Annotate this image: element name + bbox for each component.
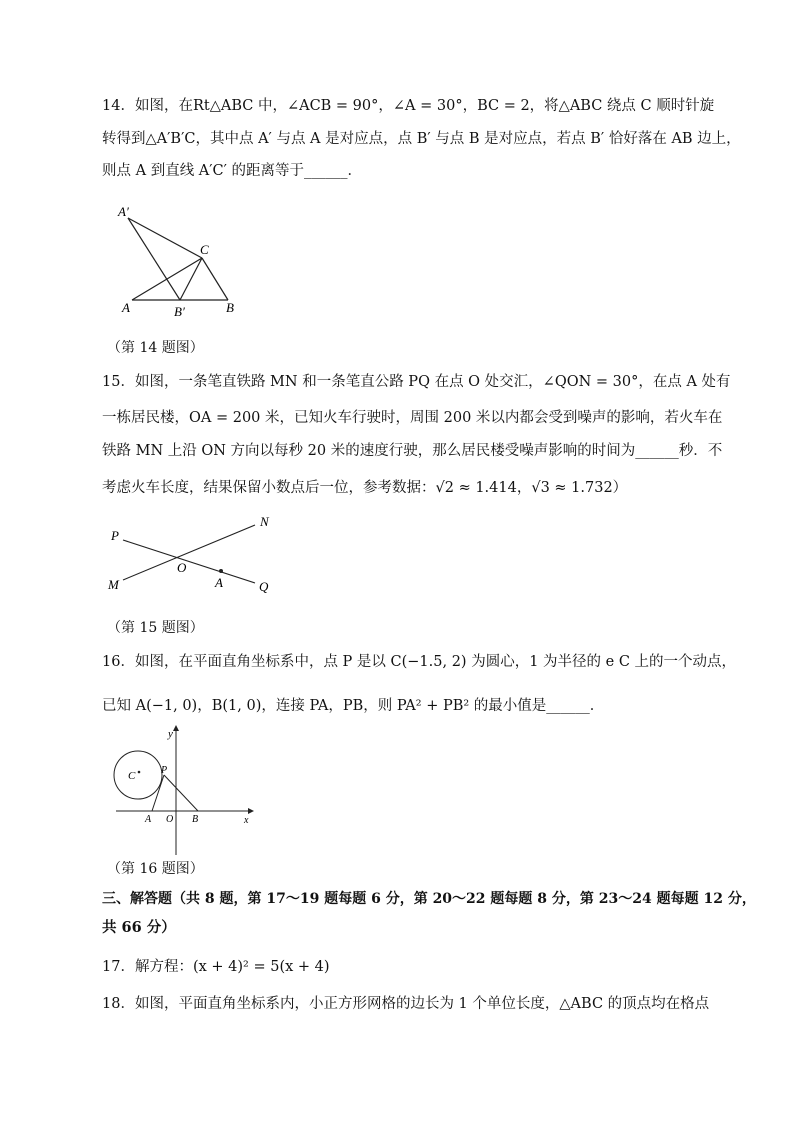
q15-label-a: A — [215, 575, 223, 590]
q16-x-arrow — [248, 808, 254, 814]
q16-segment-pb — [164, 775, 198, 811]
section3-heading-line-1: 三、解答题（共 8 题，第 17～19 题每题 6 分，第 20～22 题每题 8 分，第 23～24 题每题 12 分， — [102, 891, 756, 907]
q14-label-a: A — [122, 300, 130, 315]
q16-label-c: C — [128, 770, 136, 782]
q16-label-b: B — [192, 814, 199, 825]
q16-circle-c — [114, 751, 162, 799]
q16-label-a: A — [145, 814, 152, 825]
q14-line-1: 14．如图，在Rt△ABC 中，∠ACB = 90°，∠A = 30°，BC = 2，将△ABC 绕点 C 顺时针旋 — [102, 98, 715, 114]
q15-line-4: 考虑火车长度，结果保留小数点后一位，参考数据：√2 ≈ 1.414，√3 ≈ 1.732） — [102, 480, 628, 496]
q15-caption: （第 15 题图） — [107, 620, 204, 636]
q16-line-1: 16．如图，在平面直角坐标系中，点 P 是以 C(−1.5, 2) 为圆心，1 为半径的 e C 上的一个动点， — [102, 654, 737, 670]
q15-line-2: 一栋居民楼，OA = 200 米，已知火车行驶时，周围 200 米以内都会受到噪声的影响，若火车在 — [102, 410, 723, 426]
q18-text: 18．如图，平面直角坐标系内，小正方形网格的边长为 1 个单位长度，△ABC 的顶点均在格点 — [102, 996, 710, 1012]
q14-segment-CB — [202, 258, 228, 300]
q15-point-a — [219, 569, 223, 573]
section3-heading-line-2: 共 66 分） — [102, 919, 176, 936]
q16-y-arrow — [173, 725, 179, 731]
q15-label-p: P — [111, 528, 119, 543]
q16-label-x: x — [244, 815, 249, 826]
q16-label-o: O — [166, 814, 174, 825]
q15-label-n: N — [260, 514, 269, 529]
q14-label-b: B — [226, 300, 234, 315]
q16-label-p: P — [161, 765, 168, 776]
q15-label-o: O — [177, 560, 187, 575]
q14-label-c: C — [200, 242, 209, 257]
q15-figure — [105, 513, 280, 593]
q14-label-a-prime: A′ — [118, 204, 129, 219]
q14-segment-ApBp — [128, 218, 180, 300]
q15-label-m: M — [108, 577, 119, 592]
q14-line-3: 则点 A 到直线 A′C′ 的距离等于______． — [102, 163, 363, 179]
q14-line-2: 转得到△A′B′C，其中点 A′ 与点 A 是对应点，点 B′ 与点 B 是对应点，若点 B′ 恰好落在 AB 边上， — [102, 131, 741, 147]
q14-figure — [110, 198, 280, 328]
q14-segment-ApC — [128, 218, 202, 258]
q14-label-b-prime: B′ — [174, 304, 185, 319]
q17-text: 17．解方程：(x + 4)² = 5(x + 4) — [102, 959, 330, 975]
q16-center-c — [138, 771, 141, 774]
q15-label-q: Q — [259, 579, 269, 593]
q15-line-3: 铁路 MN 上沿 ON 方向以每秒 20 米的速度行驶，那么居民楼受噪声影响的时间为______秒．不 — [102, 443, 723, 459]
q14-caption: （第 14 题图） — [107, 340, 204, 356]
q15-line-pq — [123, 540, 255, 583]
q16-caption: （第 16 题图） — [107, 861, 204, 877]
q15-line-mn — [123, 525, 255, 580]
q16-line-2: 已知 A(−1, 0)，B(1, 0)，连接 PA，PB，则 PA² + PB² 的最小值是______． — [102, 698, 605, 714]
q16-figure — [108, 725, 268, 860]
q16-label-y: y — [168, 728, 173, 740]
q15-line-1: 15．如图，一条笔直铁路 MN 和一条笔直公路 PQ 在点 O 处交汇，∠QON = 30°，在点 A 处有 — [102, 374, 731, 390]
